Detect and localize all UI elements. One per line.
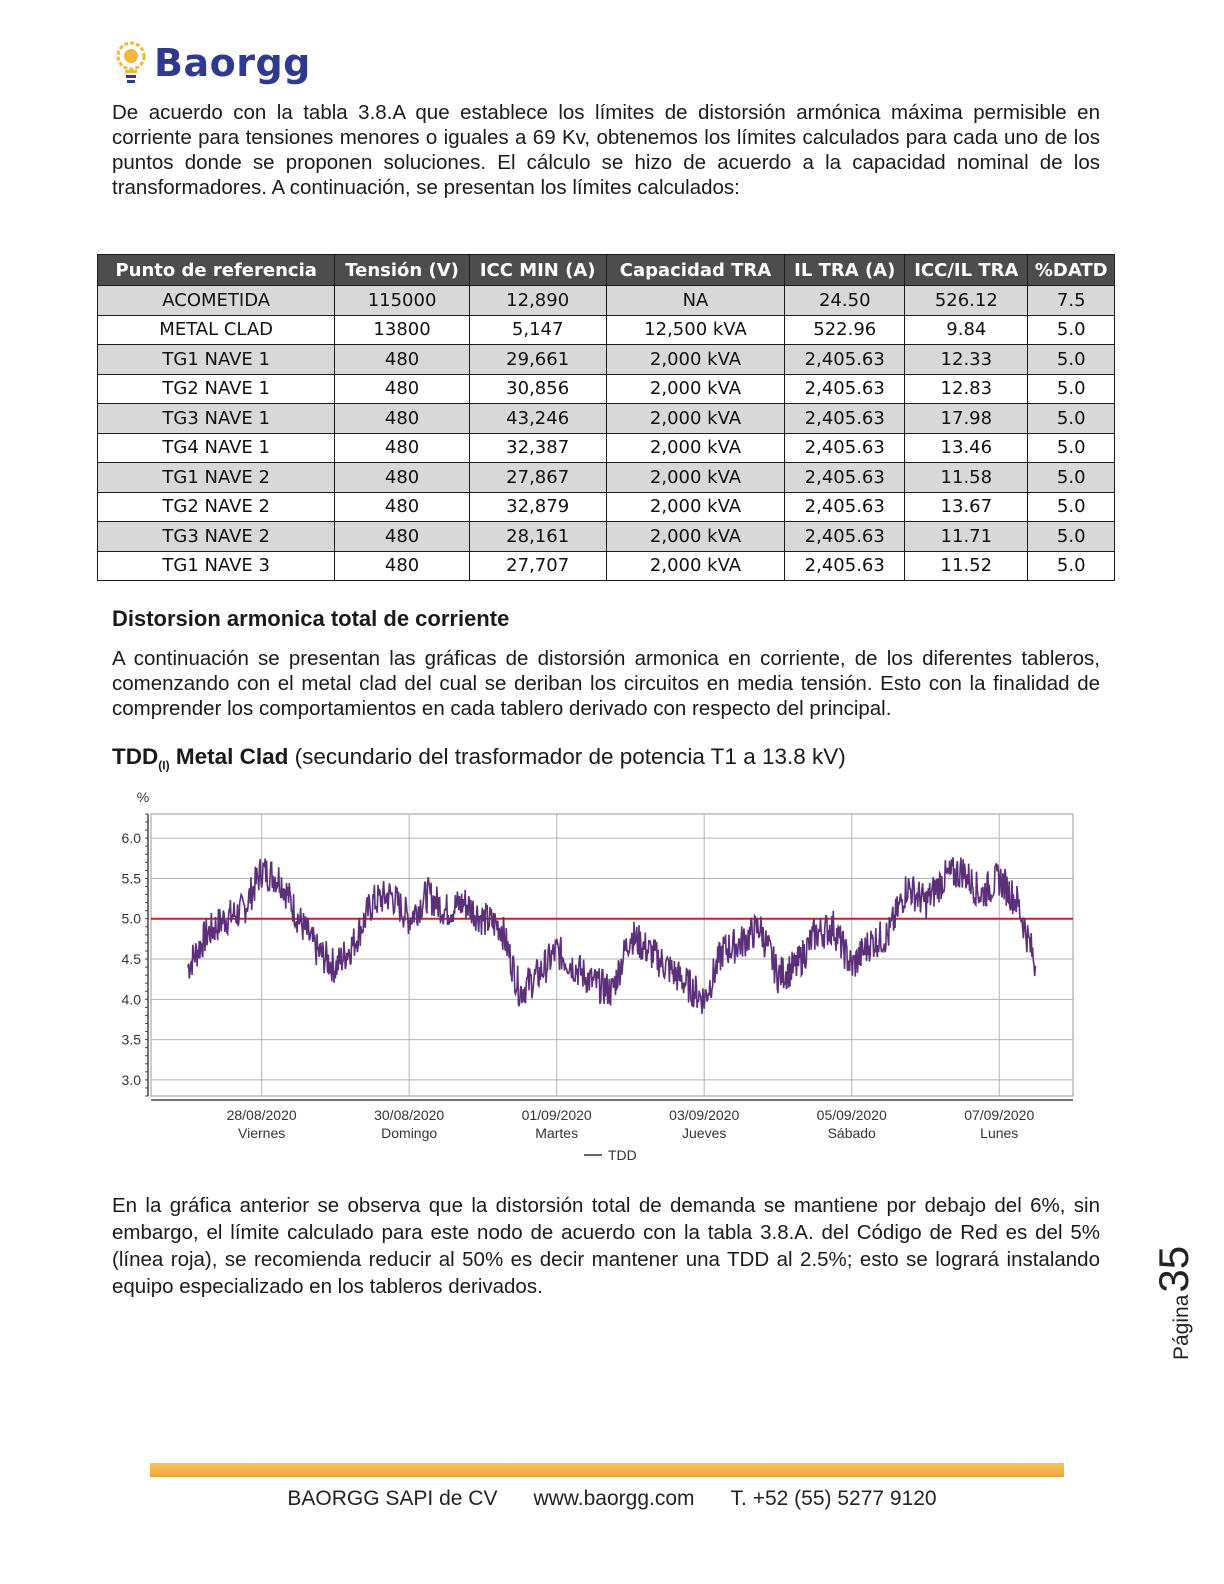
- table-cell: 24.50: [785, 286, 905, 316]
- y-tick-label: 4.5: [121, 951, 141, 968]
- table-cell: 5.0: [1028, 433, 1115, 463]
- x-tick-day: Martes: [535, 1125, 579, 1141]
- table-row: [98, 315, 1115, 345]
- y-tick-label: 6.0: [121, 830, 141, 847]
- x-tick-day: Domingo: [381, 1125, 438, 1141]
- table-cell: 5.0: [1028, 404, 1115, 434]
- page-word: Página: [1170, 1294, 1193, 1360]
- table-cell: 30,856: [469, 374, 606, 404]
- x-tick-day: Lunes: [980, 1125, 1019, 1141]
- table-cell: 11.71: [905, 522, 1028, 552]
- table-cell: 480: [335, 551, 469, 581]
- y-tick-label: 4.0: [121, 991, 141, 1008]
- table-header-cell: ICC/IL TRA: [905, 255, 1028, 286]
- table-cell: 2,000 kVA: [606, 433, 785, 463]
- table-cell: 2,405.63: [785, 433, 905, 463]
- table-cell: TG3 NAVE 1: [98, 404, 335, 434]
- y-axis-label: %: [136, 789, 150, 805]
- table-header-row: [98, 255, 1115, 286]
- table-cell: 2,405.63: [785, 404, 905, 434]
- table-cell: 2,405.63: [785, 551, 905, 581]
- lightbulb-gear-icon: [112, 38, 150, 88]
- intro-paragraph: De acuerdo con la tabla 3.8.A que establece los límites de distorsión armónica máxima permisible en corriente para tensiones menores o iguales a 69 Kv, obtenemos los límites calculados para cada uno de los puntos donde se proponen soluciones. El cálculo se hizo de acuerdo a la capacidad nominal de los transformadores. A continuación, se presentan los límites calculados:: [112, 101, 1100, 199]
- section-heading: Distorsion armonica total de corriente: [112, 606, 510, 631]
- table-header-cell: ICC MIN (A): [469, 255, 606, 286]
- plot-area: [151, 814, 1073, 1096]
- table-cell: 2,000 kVA: [606, 522, 785, 552]
- brand-logo: [112, 38, 311, 88]
- table-header-cell: IL TRA (A): [785, 255, 905, 286]
- table-cell: 11.58: [905, 463, 1028, 493]
- x-tick-date: 01/09/2020: [521, 1107, 592, 1123]
- table-cell: 480: [335, 492, 469, 522]
- table-cell: 32,387: [469, 433, 606, 463]
- table-cell: TG1 NAVE 3: [98, 551, 335, 581]
- table-cell: 29,661: [469, 345, 606, 375]
- table-cell: NA: [606, 286, 785, 316]
- footer: [0, 1487, 1224, 1511]
- table-cell: 13.67: [905, 492, 1028, 522]
- table-cell: 12,890: [469, 286, 606, 316]
- table-cell: 115000: [335, 286, 469, 316]
- table-row: [98, 492, 1115, 522]
- table-header-cell: %DATD: [1028, 255, 1115, 286]
- table-cell: 2,000 kVA: [606, 345, 785, 375]
- table-cell: 2,405.63: [785, 522, 905, 552]
- table-cell: 5.0: [1028, 345, 1115, 375]
- table-cell: 480: [335, 463, 469, 493]
- table-cell: 526.12: [905, 286, 1028, 316]
- chart-title-bold: Metal Clad: [169, 744, 289, 769]
- table-cell: TG2 NAVE 2: [98, 492, 335, 522]
- table-cell: 5.0: [1028, 374, 1115, 404]
- table-body: [98, 286, 1115, 581]
- table-row: [98, 286, 1115, 316]
- table-cell: 2,405.63: [785, 463, 905, 493]
- table-cell: ACOMETIDA: [98, 286, 335, 316]
- y-tick-label: 3.0: [121, 1071, 141, 1088]
- table-cell: 5.0: [1028, 463, 1115, 493]
- table-cell: 2,000 kVA: [606, 374, 785, 404]
- conclusion-paragraph: En la gráfica anterior se observa que la distorsión total de demanda se mantiene por debajo del 6%, sin embargo, el límite calculado para este nodo de acuerdo con la tabla 3.8.A. del Código de Red es del 5% (línea roja), se recomienda reducir al 50% es decir mantener una TDD al 2.5%; esto se logrará instalando equipo especializado en los tableros derivados.: [112, 1194, 1100, 1298]
- table-cell: 13.46: [905, 433, 1028, 463]
- table-row: [98, 551, 1115, 581]
- footer-web[interactable]: www.baorgg.com: [533, 1487, 695, 1510]
- table-cell: 13800: [335, 315, 469, 345]
- table-cell: 480: [335, 345, 469, 375]
- chart-title: [112, 744, 846, 773]
- table-header-cell: Capacidad TRA: [606, 255, 785, 286]
- table-cell: 5.0: [1028, 492, 1115, 522]
- x-tick-day: Jueves: [682, 1125, 727, 1141]
- section-paragraph: A continuación se presentan las gráficas de distorsión armonica en corriente, de los diferentes tableros, comenzando con el metal clad del cual se deriban los circuitos en media tensión. Esto con la finalidad de comprender los comportamientos en cada tablero derivado con respecto del principal.: [112, 647, 1100, 720]
- y-tick-label: 3.5: [121, 1031, 141, 1048]
- table-row: [98, 404, 1115, 434]
- table-cell: 2,405.63: [785, 492, 905, 522]
- table-cell: 2,405.63: [785, 374, 905, 404]
- table-cell: 27,867: [469, 463, 606, 493]
- table-cell: 11.52: [905, 551, 1028, 581]
- table-cell: 32,879: [469, 492, 606, 522]
- table-row: [98, 522, 1115, 552]
- table-cell: TG1 NAVE 1: [98, 345, 335, 375]
- table-cell: 27,707: [469, 551, 606, 581]
- table-cell: 522.96: [785, 315, 905, 345]
- table-cell: 480: [335, 404, 469, 434]
- table-cell: 12.83: [905, 374, 1028, 404]
- table-cell: 9.84: [905, 315, 1028, 345]
- y-tick-label: 5.5: [121, 870, 141, 887]
- x-tick-date: 05/09/2020: [816, 1107, 887, 1123]
- table-cell: 2,000 kVA: [606, 404, 785, 434]
- table-cell: 2,000 kVA: [606, 492, 785, 522]
- table-row: [98, 463, 1115, 493]
- limits-table: [97, 254, 1115, 581]
- chart-title-rest: (secundario del trasformador de potencia T1 a 13.8 kV): [288, 744, 846, 769]
- table-cell: 2,405.63: [785, 345, 905, 375]
- y-tick-label: 5.0: [121, 910, 141, 927]
- table-row: [98, 345, 1115, 375]
- page-number-value: 35: [1150, 1245, 1197, 1293]
- footer-company: BAORGG SAPI de CV: [287, 1487, 498, 1510]
- legend-label: TDD: [608, 1147, 637, 1163]
- x-tick-date: 03/09/2020: [669, 1107, 740, 1123]
- table-cell: 5.0: [1028, 522, 1115, 552]
- table-cell: TG1 NAVE 2: [98, 463, 335, 493]
- table-cell: 5.0: [1028, 551, 1115, 581]
- table-cell: 43,246: [469, 404, 606, 434]
- table-cell: 2,000 kVA: [606, 551, 785, 581]
- chart-title-sub: (I): [158, 758, 170, 773]
- table-cell: TG3 NAVE 2: [98, 522, 335, 552]
- table-header-cell: Tensión (V): [335, 255, 469, 286]
- footer-bar: [150, 1463, 1064, 1477]
- table-cell: 7.5: [1028, 286, 1115, 316]
- tdd-chart: [100, 782, 1080, 1182]
- page-number: [1150, 1230, 1197, 1360]
- chart-title-main: TDD: [112, 744, 159, 769]
- table-cell: 5.0: [1028, 315, 1115, 345]
- table-cell: 12.33: [905, 345, 1028, 375]
- table-row: [98, 433, 1115, 463]
- table-header-cell: Punto de referencia: [98, 255, 335, 286]
- table-cell: 5,147: [469, 315, 606, 345]
- table-cell: 480: [335, 522, 469, 552]
- x-tick-date: 30/08/2020: [374, 1107, 445, 1123]
- x-tick-day: Sábado: [827, 1125, 876, 1141]
- x-tick-date: 07/09/2020: [964, 1107, 1035, 1123]
- table-cell: TG4 NAVE 1: [98, 433, 335, 463]
- brand-name: Baorgg: [154, 41, 311, 85]
- x-tick-date: 28/08/2020: [226, 1107, 297, 1123]
- footer-phone: T. +52 (55) 5277 9120: [730, 1487, 937, 1510]
- table-row: [98, 374, 1115, 404]
- table-cell: 2,000 kVA: [606, 463, 785, 493]
- table-cell: 28,161: [469, 522, 606, 552]
- table-cell: 12,500 kVA: [606, 315, 785, 345]
- table-cell: 480: [335, 433, 469, 463]
- table-cell: TG2 NAVE 1: [98, 374, 335, 404]
- table-cell: 17.98: [905, 404, 1028, 434]
- x-tick-day: Viernes: [238, 1125, 286, 1141]
- table-cell: METAL CLAD: [98, 315, 335, 345]
- table-cell: 480: [335, 374, 469, 404]
